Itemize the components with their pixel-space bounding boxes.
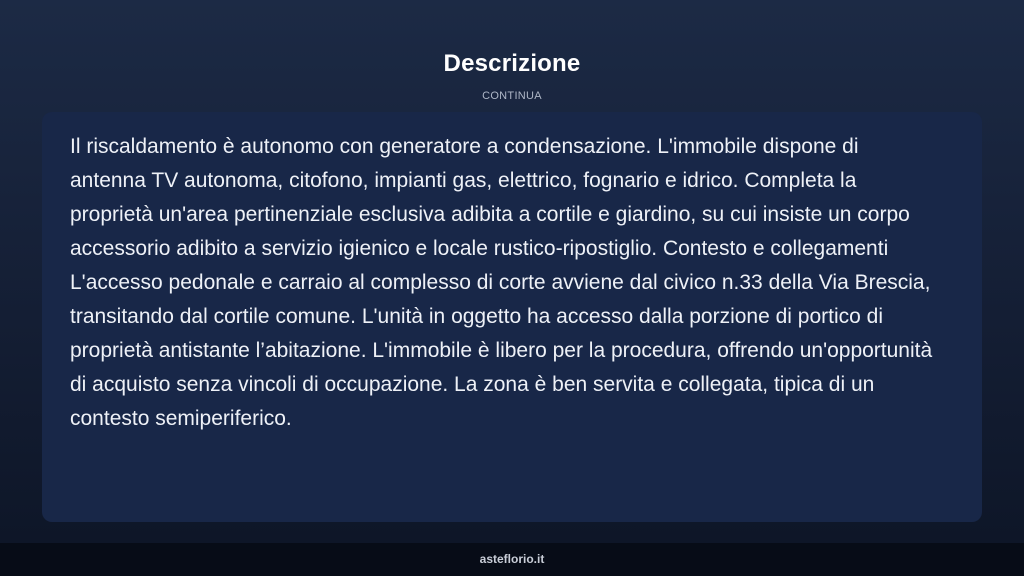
description-text: Il riscaldamento è autonomo con generatore a condensazione. L'immobile dispone di antenna TV autonoma, citofono, impianti gas, elettrico, fognario e idrico. Completa la proprietà un'area pertinenziale esclusiva adibita a cortile e giardino, su cui insiste un corpo accessorio adibito a servizio igienico e locale rustico-ripostiglio. Contesto e collegamenti L'accesso pedonale e carraio al complesso di corte avviene dal civico n.33 della Via Brescia, transitando dal cortile comune. L'unità in oggetto ha accesso dalla porzione di portico di proprietà antistante l’abitazione. L'immobile è libero per la procedura, offrendo un'opportunità di acquisto senza vincoli di occupazione. La zona è ben servita e collegata, tipica di un contesto semiperiferico. xyxy=(70,135,933,430)
footer-bar xyxy=(0,543,1024,576)
description-card xyxy=(42,112,982,522)
page-subtitle: CONTINUA xyxy=(482,90,542,102)
footer-brand: asteflorio.it xyxy=(479,552,545,566)
page-title: Descrizione xyxy=(443,50,581,77)
